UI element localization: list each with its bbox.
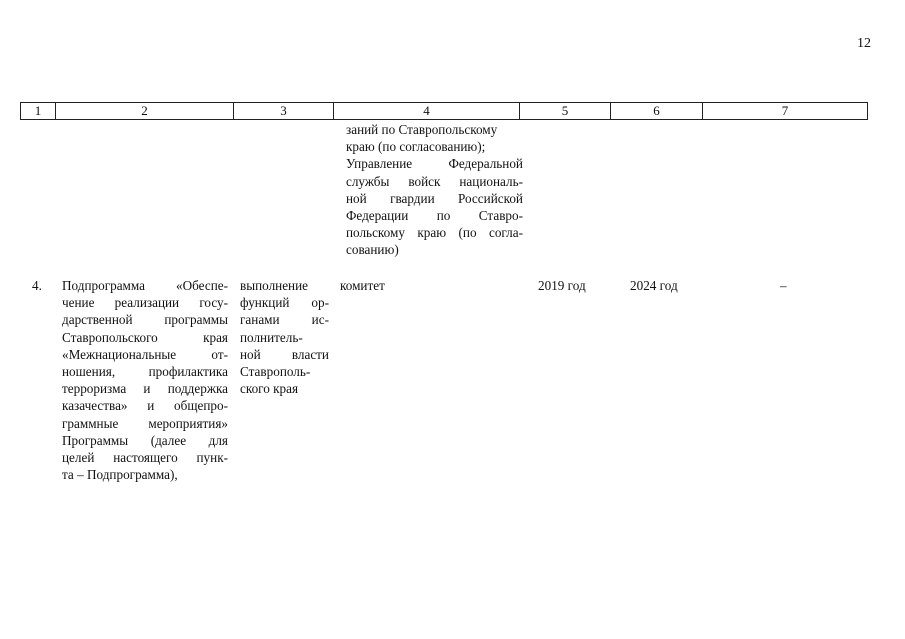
text-line: выполнение: [240, 278, 309, 293]
text-line: Федерации по Ставро-: [346, 208, 523, 224]
continuation-col4-text: [346, 121, 523, 259]
header-cell-2: 2: [56, 103, 234, 119]
row4-start-year: 2019 год: [538, 278, 586, 293]
text-line: Ставропольского края: [62, 329, 228, 345]
text-line: Подпрограмма «Обеспе-: [62, 278, 228, 293]
text-line: Управление Федеральной: [346, 156, 523, 172]
text-line: ной власти: [240, 346, 329, 362]
text-line: граммные мероприятия»: [62, 415, 228, 431]
row-number: 4.: [32, 278, 42, 293]
header-cell-1: 1: [21, 103, 56, 119]
header-cell-6: 6: [611, 103, 703, 119]
text-line: полнитель-: [240, 329, 303, 345]
header-cell-3: 3: [234, 103, 334, 119]
text-line: дарственной программы: [62, 312, 228, 328]
text-line: сованию): [346, 242, 399, 258]
text-line: терроризма и поддержка: [62, 381, 228, 397]
text-line: службы войск националь-: [346, 173, 523, 189]
row4-subprogram-name: [62, 277, 228, 483]
text-line: польскому краю (по согла-: [346, 225, 523, 241]
text-line: чение реализации госу-: [62, 295, 228, 311]
header-cell-4: 4: [334, 103, 520, 119]
row4-functions: [240, 277, 329, 397]
page-number: 12: [857, 36, 871, 51]
row4-executor: комитет: [340, 278, 385, 293]
text-line: ной гвардии Российской: [346, 190, 523, 206]
text-line: Программы (далее для: [62, 432, 228, 448]
text-line: Ставрополь-: [240, 364, 311, 380]
text-line: казачества» и общепро-: [62, 398, 228, 414]
text-line: краю (по согласованию);: [346, 139, 486, 155]
table-header-row: [20, 102, 868, 120]
text-line: целей настоящего пунк-: [62, 450, 228, 466]
text-line: «Межнациональные от-: [62, 346, 228, 362]
text-line: ского края: [240, 381, 299, 397]
row4-end-year: 2024 год: [630, 278, 678, 293]
row4-col7-dash: –: [780, 278, 787, 293]
text-line: ношения, профилактика: [62, 364, 228, 380]
text-line: заний по Ставропольскому: [346, 122, 498, 137]
text-line: ганами ис-: [240, 312, 329, 328]
header-cell-7: 7: [781, 103, 789, 118]
header-cell-5: 5: [520, 103, 611, 119]
text-line: функций ор-: [240, 295, 329, 311]
text-line: та – Подпрограмма),: [62, 467, 178, 483]
